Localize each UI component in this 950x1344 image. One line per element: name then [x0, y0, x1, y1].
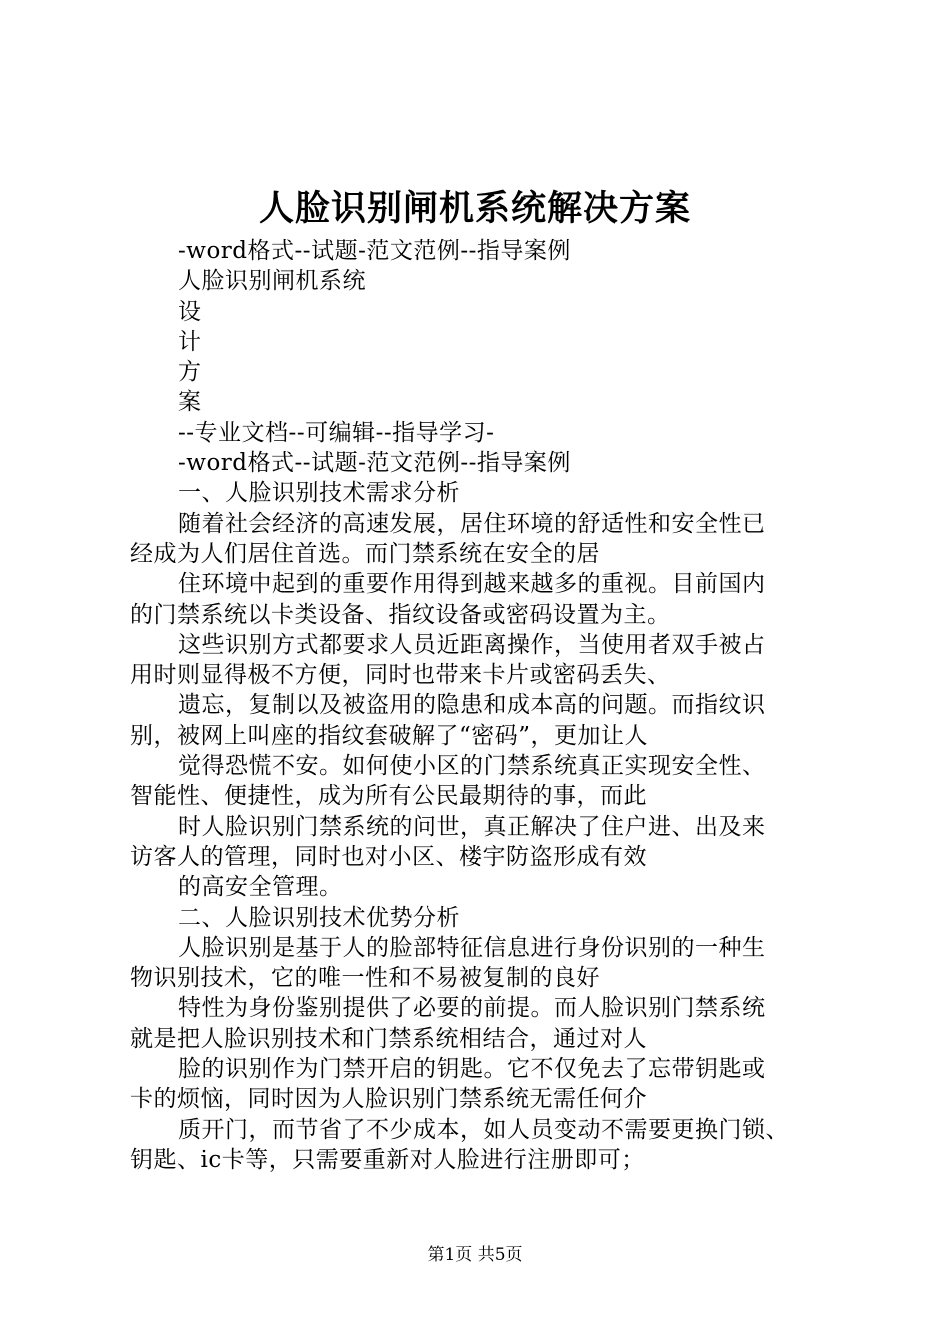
text-line: 物识别技术，它的唯一性和不易被复制的良好: [130, 965, 600, 992]
text-line: 觉得恐慌不安。如何使小区的门禁系统真正实现安全性、: [178, 753, 766, 780]
text-line: 人脸识别闸机系统: [178, 268, 366, 295]
text-line: 方: [178, 359, 202, 386]
text-line: 卡的烦恼，同时因为人脸识别门禁系统无需任何介: [130, 1086, 647, 1113]
text-line: 特性为身份鉴别提供了必要的前提。而人脸识别门禁系统: [178, 995, 766, 1022]
text-line: 脸的识别作为门禁开启的钥匙。它不仅免去了忘带钥匙或: [178, 1056, 766, 1083]
text-line: 钥匙、ic卡等，只需要重新对人脸进行注册即可；: [130, 1146, 645, 1173]
page-footer: 第1页 共5页: [427, 1245, 523, 1265]
text-line: 用时则显得极不方便，同时也带来卡片或密码丢失、: [130, 662, 671, 689]
document-title: 人脸识别闸机系统解决方案: [258, 188, 691, 229]
text-line: 这些识别方式都要求人员近距离操作，当使用者双手被占: [178, 631, 766, 658]
document-body: [130, 236, 840, 1175]
text-line: 随着社会经济的高速发展，居住环境的舒适性和安全性已: [178, 510, 766, 537]
text-line: 经成为人们居住首选。而门禁系统在安全的居: [130, 540, 600, 567]
text-line: 计: [178, 328, 202, 355]
section-heading: 一、人脸识别技术需求分析: [178, 480, 460, 507]
text-line: -word格式--试题-范文范例--指导案例: [178, 238, 571, 264]
text-line: 时人脸识别门禁系统的问世，真正解决了住户进、出及来: [178, 813, 766, 840]
text-line: 人脸识别是基于人的脸部特征信息进行身份识别的一种生: [178, 934, 766, 961]
text-line: -word格式--试题-范文范例--指导案例: [178, 450, 571, 477]
text-line: 住环境中起到的重要作用得到越来越多的重视。目前国内: [178, 571, 766, 598]
text-line: 别，被网上叫座的指纹套破解了“密码”，更加让人: [130, 722, 649, 749]
text-line: 访客人的管理，同时也对小区、楼宇防盗形成有效: [130, 843, 647, 870]
text-line: 遗忘，复制以及被盗用的隐患和成本高的问题。而指纹识: [178, 692, 766, 719]
text-line: 案: [178, 389, 202, 416]
text-line: 就是把人脸识别技术和门禁系统相结合，通过对人: [130, 1025, 647, 1052]
text-line: 设: [178, 298, 202, 325]
text-line: 的高安全管理。: [178, 874, 343, 901]
text-line: --专业文档--可编辑--指导学习-: [178, 419, 495, 446]
text-line: 的门禁系统以卡类设备、指纹设备或密码设置为主。: [130, 601, 671, 628]
section-heading: 二、人脸识别技术优势分析: [178, 904, 460, 931]
text-line: 质开门，而节省了不少成本，如人员变动不需要更换门锁、: [178, 1116, 789, 1143]
text-line: 智能性、便捷性，成为所有公民最期待的事，而此: [130, 783, 647, 810]
